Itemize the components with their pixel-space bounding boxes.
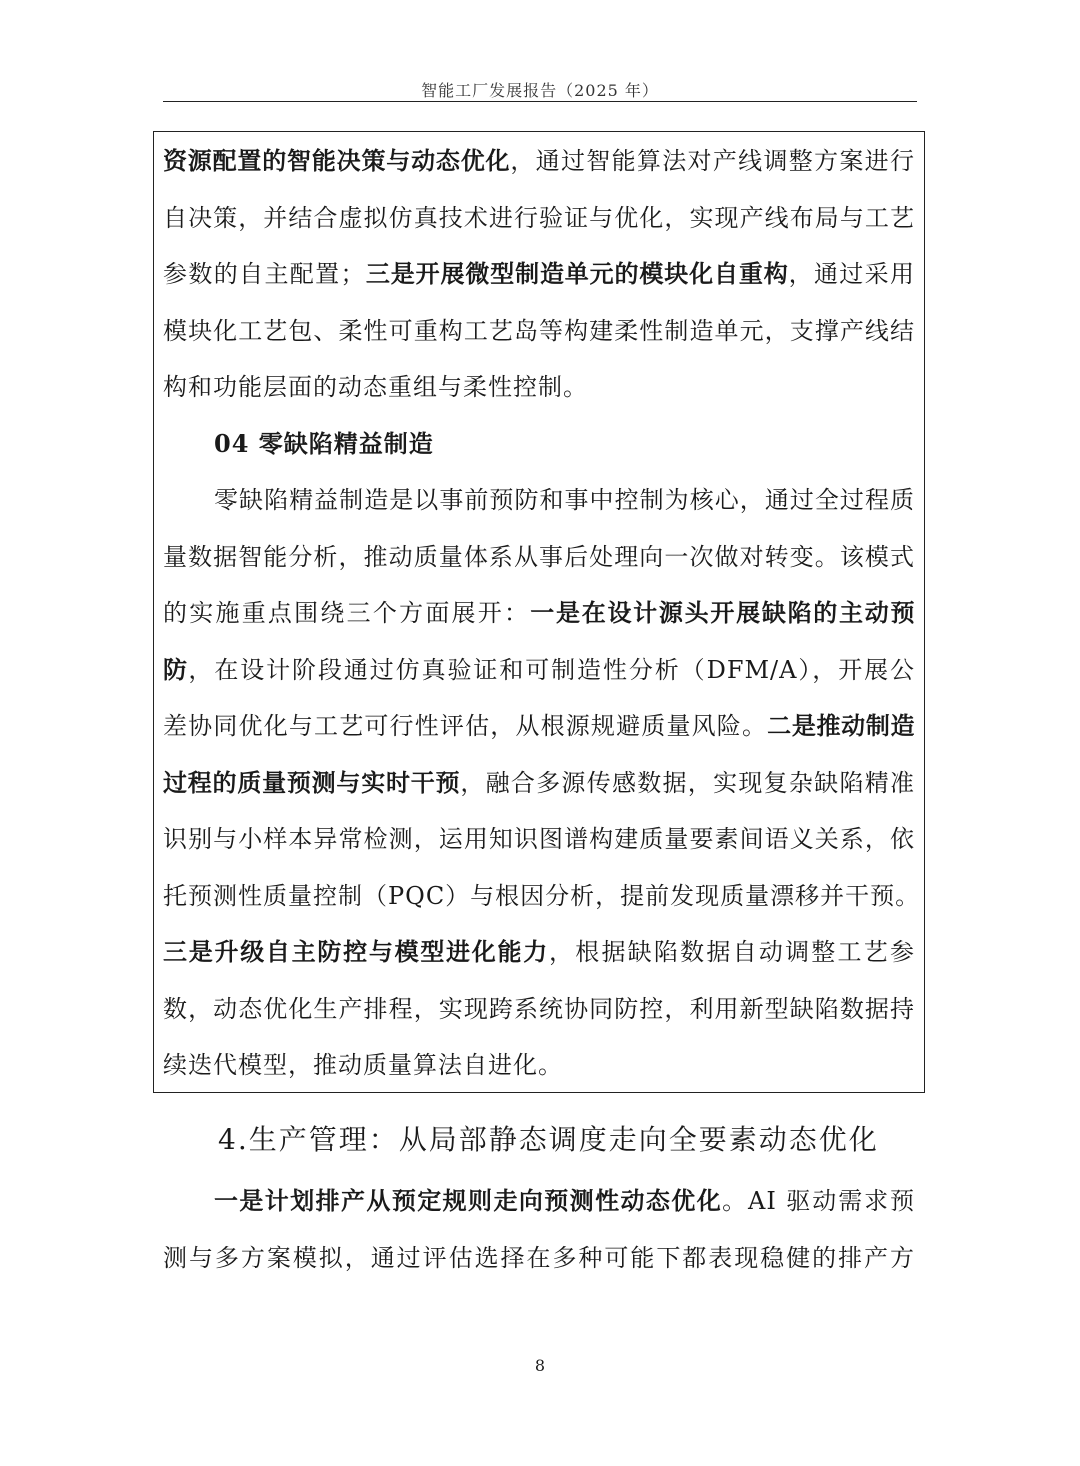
- page-number: 8: [534, 1356, 546, 1375]
- para2-line-9: 三是升级自主防控与模型进化能力，根据缺陷数据自动调整工艺参: [163, 938, 916, 966]
- para2-line-6: 过程的质量预测与实时干预，融合多源传感数据，实现复杂缺陷精准: [163, 769, 916, 797]
- box-line-2: 自决策，并结合虚拟仿真技术进行验证与优化，实现产线布局与工艺: [163, 204, 915, 232]
- para2-line-2: 量数据智能分析，推动质量体系从事后处理向一次做对转变。该模式: [163, 543, 915, 571]
- para2-line-10: 数，动态优化生产排程，实现跨系统协同防控，利用新型缺陷数据持: [163, 995, 915, 1023]
- para2-line-8: 托预测性质量控制（PQC）与根因分析，提前发现质量漂移并干预。: [163, 882, 921, 910]
- box-line-4: 模块化工艺包、柔性可重构工艺岛等构建柔性制造单元，支撑产线结: [163, 317, 915, 345]
- section-line-2: 测与多方案模拟，通过评估选择在多种可能下都表现稳健的排产方: [163, 1244, 915, 1272]
- box-line-1: 资源配置的智能决策与动态优化，通过智能算法对产线调整方案进行: [163, 147, 915, 175]
- box-line-5: 构和功能层面的动态重组与柔性控制。: [163, 373, 588, 401]
- running-header: 智能工厂发展报告（2025 年）: [421, 81, 659, 100]
- para2-line-5: 差协同优化与工艺可行性评估，从根源规避质量风险。二是推动制造: [163, 712, 916, 740]
- para2-line-1: 零缺陷精益制造是以事前预防和事中控制为核心，通过全过程质: [214, 486, 915, 514]
- header-divider: [163, 101, 917, 102]
- para2-line-3: 的实施重点围绕三个方面展开：一是在设计源头开展缺陷的主动预: [163, 599, 915, 627]
- box-line-3: 参数的自主配置；三是开展微型制造单元的模块化自重构，通过采用: [163, 260, 916, 288]
- para2-line-11: 续迭代模型，推动质量算法自进化。: [163, 1051, 563, 1079]
- para2-line-4: 防，在设计阶段通过仿真验证和可制造性分析（DFM/A），开展公: [163, 656, 916, 684]
- section-title: 4.生产管理：从局部静态调度走向全要素动态优化: [218, 1123, 879, 1156]
- subheading: 04 零缺陷精益制造: [214, 429, 434, 458]
- section-line-1: 一是计划排产从预定规则走向预测性动态优化。AI 驱动需求预: [214, 1187, 916, 1215]
- para2-line-7: 识别与小样本异常检测，运用知识图谱构建质量要素间语义关系，依: [163, 825, 915, 853]
